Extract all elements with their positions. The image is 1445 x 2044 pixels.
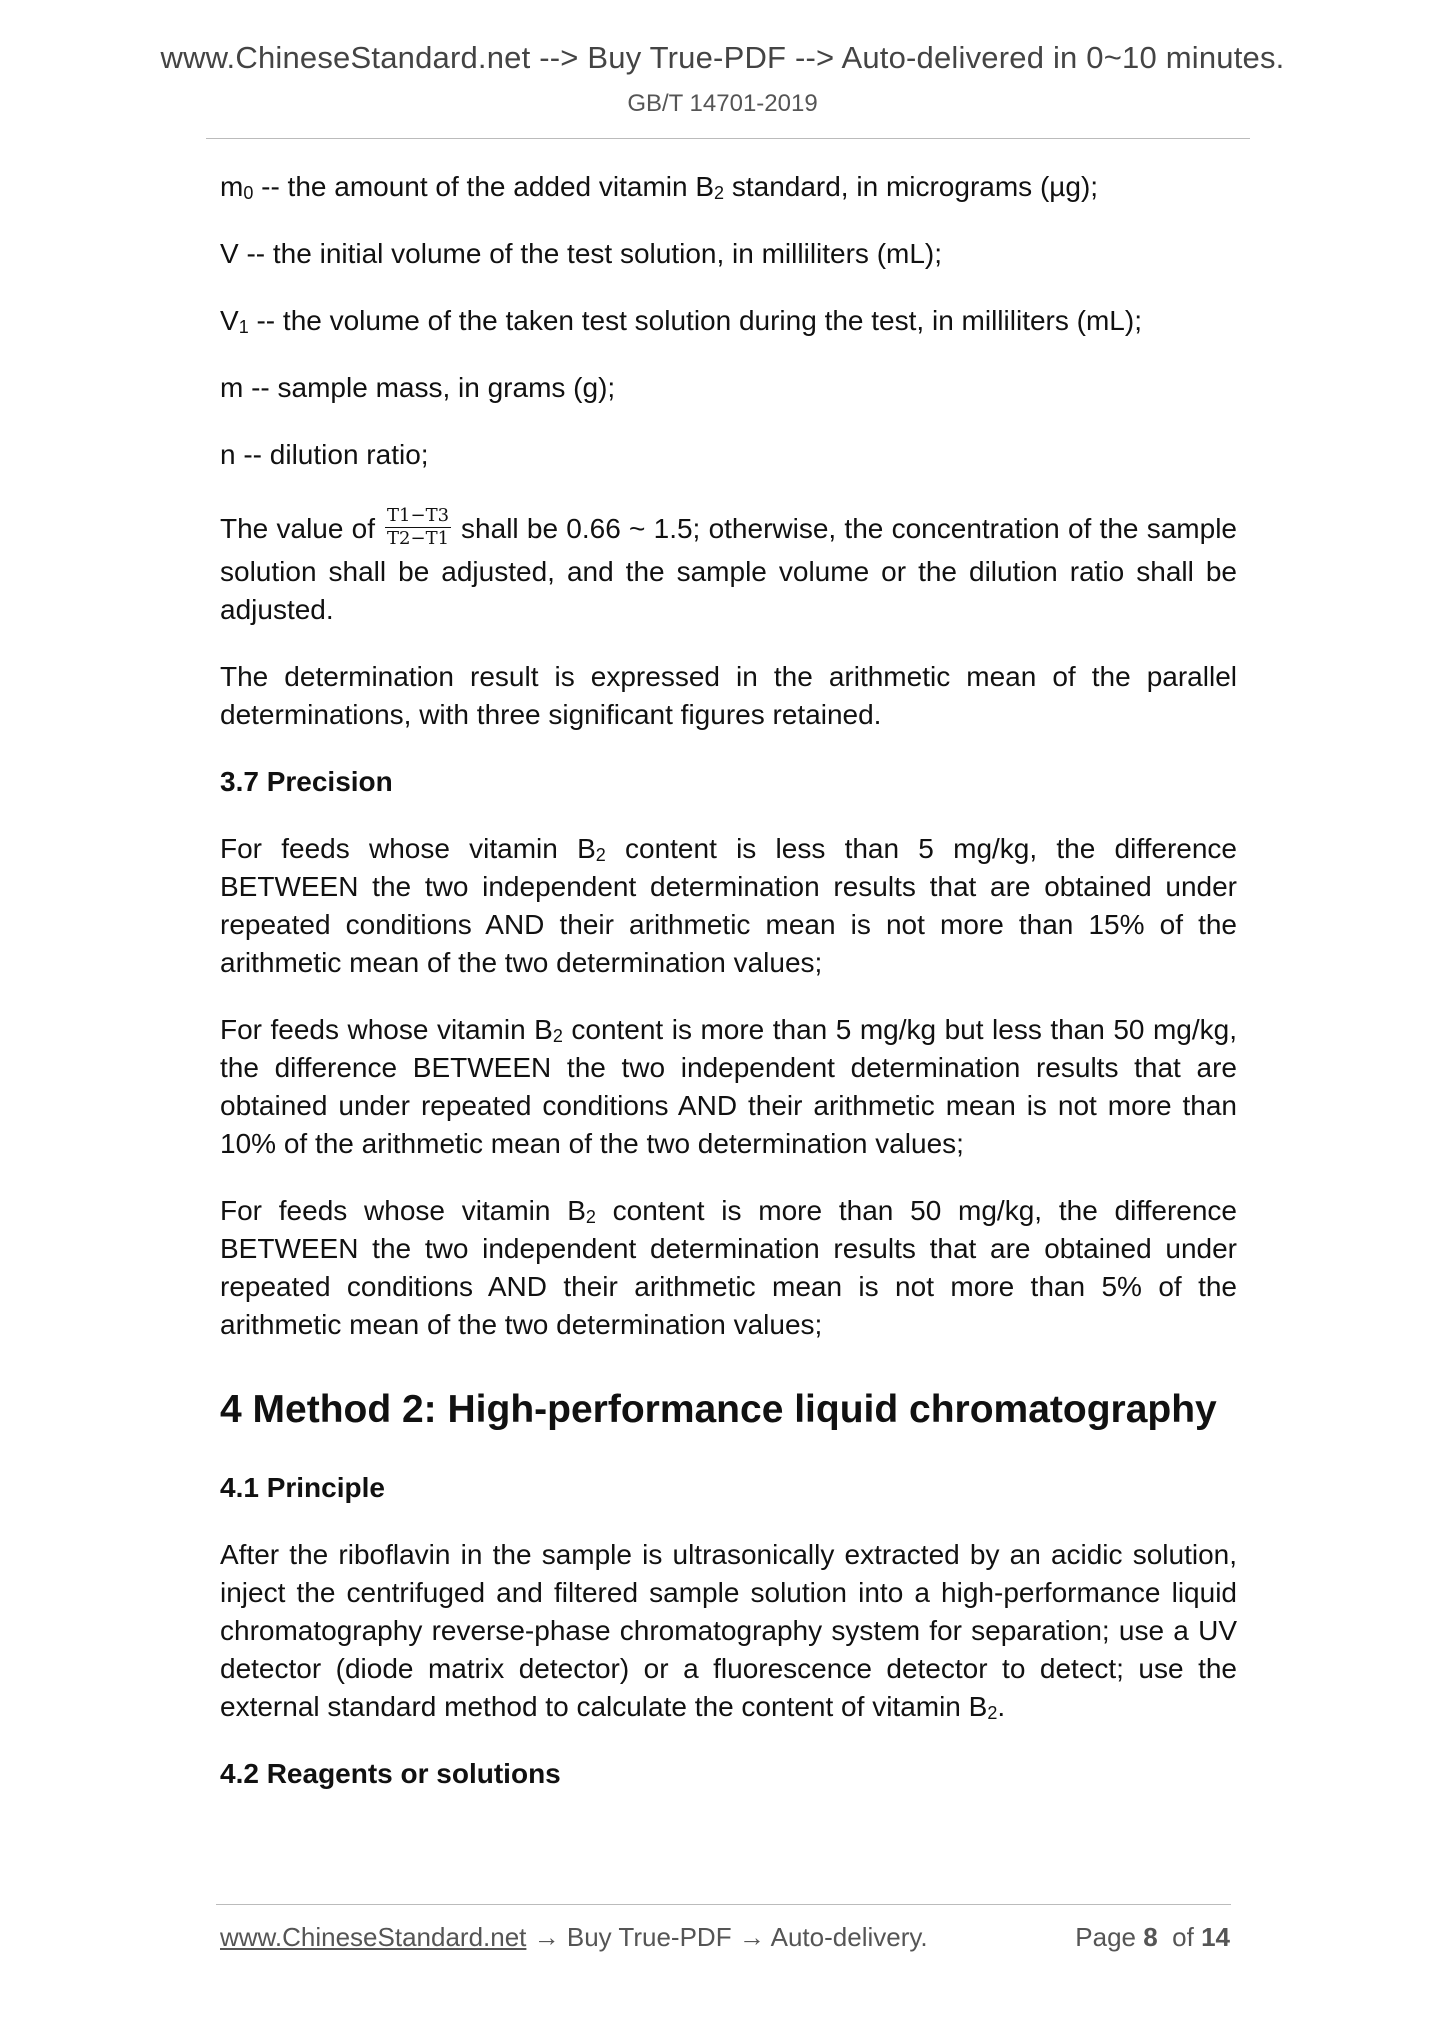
precision-paragraph: For feeds whose vitamin B2 content is more than 50 mg/kg, the difference BETWEEN the two independent determination results that are obtained under repeated conditions AND their arithmetic mean is not more than 5% of the arithmetic mean of the two determination values; <box>220 1195 1237 1340</box>
header-divider <box>206 138 1250 139</box>
principle-paragraph: After the riboflavin in the sample is ultrasonically extracted by an acidic solution, inject the centrifuged and filtered sample solution into a high-performance liquid chromatography reverse-phase chromatography system for separation; use a UV detector (diode matrix detector) or a fluorescence detector to detect; use the external standard method to calculate the content of vitamin B2. <box>220 1539 1237 1723</box>
section-4-heading: 4 Method 2: High-performance liquid chromatography <box>220 1388 1217 1431</box>
definition-m0: m0 -- the amount of the added vitamin B2 standard, in micrograms (µg); <box>220 171 1099 203</box>
footer-buy-text: Buy True-PDF <box>566 1922 732 1952</box>
definition-v1: V1 -- the volume of the taken test solution during the test, in milliliters (mL); <box>220 305 1142 337</box>
section-4-1-heading: 4.1 Principle <box>220 1472 385 1503</box>
section-3-7-heading: 3.7 Precision <box>220 766 393 797</box>
footer-site-link[interactable]: www.ChineseStandard.net <box>220 1922 527 1952</box>
standard-number: GB/T 14701-2019 <box>627 90 818 117</box>
footer-divider <box>216 1904 1231 1905</box>
document-body <box>220 168 1237 1822</box>
definition-v: V -- the initial volume of the test solution, in milliliters (mL); <box>220 238 943 269</box>
definition-n: n -- dilution ratio; <box>220 439 429 470</box>
header-banner: www.ChineseStandard.net --> Buy True-PDF --> Auto-delivered in 0~10 minutes. <box>160 40 1285 75</box>
page-indicator: Page 8 of 14 <box>1075 1922 1230 1952</box>
page-total: 14 <box>1201 1922 1230 1952</box>
ratio-condition-paragraph: The value of $\frac{T1-T3}{T2-T1}$ shall be 0.66 ~ 1.5; otherwise, the concentration of the sample solution shall be adjusted, and the sample volume or the dilution ratio shall be adjusted. <box>220 505 1237 625</box>
precision-paragraph: For feeds whose vitamin B2 content is less than 5 mg/kg, the difference BETWEEN the two independent determination results that are obtained under repeated conditions AND their arithmetic mean is not more than 15% of the arithmetic mean of the two determination values; <box>220 833 1237 978</box>
footer <box>220 1922 1230 1953</box>
ratio-fraction: $\frac{T1-T3}{T2-T1}$ <box>387 505 450 549</box>
result-paragraph: The determination result is expressed in the arithmetic mean of the parallel determinations, with three significant figures retained. <box>220 661 1237 730</box>
section-4-2-heading: 4.2 Reagents or solutions <box>220 1758 561 1789</box>
precision-paragraph: For feeds whose vitamin B2 content is more than 5 mg/kg but less than 50 mg/kg, the difference BETWEEN the two independent determination results that are obtained under repeated conditions AND their arithmetic mean is not more than 10% of the arithmetic mean of the two determination values; <box>220 1014 1238 1159</box>
definition-m: m -- sample mass, in grams (g); <box>220 372 616 403</box>
arrow-icon: → <box>738 1922 765 1952</box>
arrow-icon: → <box>533 1922 560 1952</box>
page-number: 8 <box>1143 1922 1158 1952</box>
footer-delivery-text: Auto-delivery. <box>770 1922 928 1952</box>
